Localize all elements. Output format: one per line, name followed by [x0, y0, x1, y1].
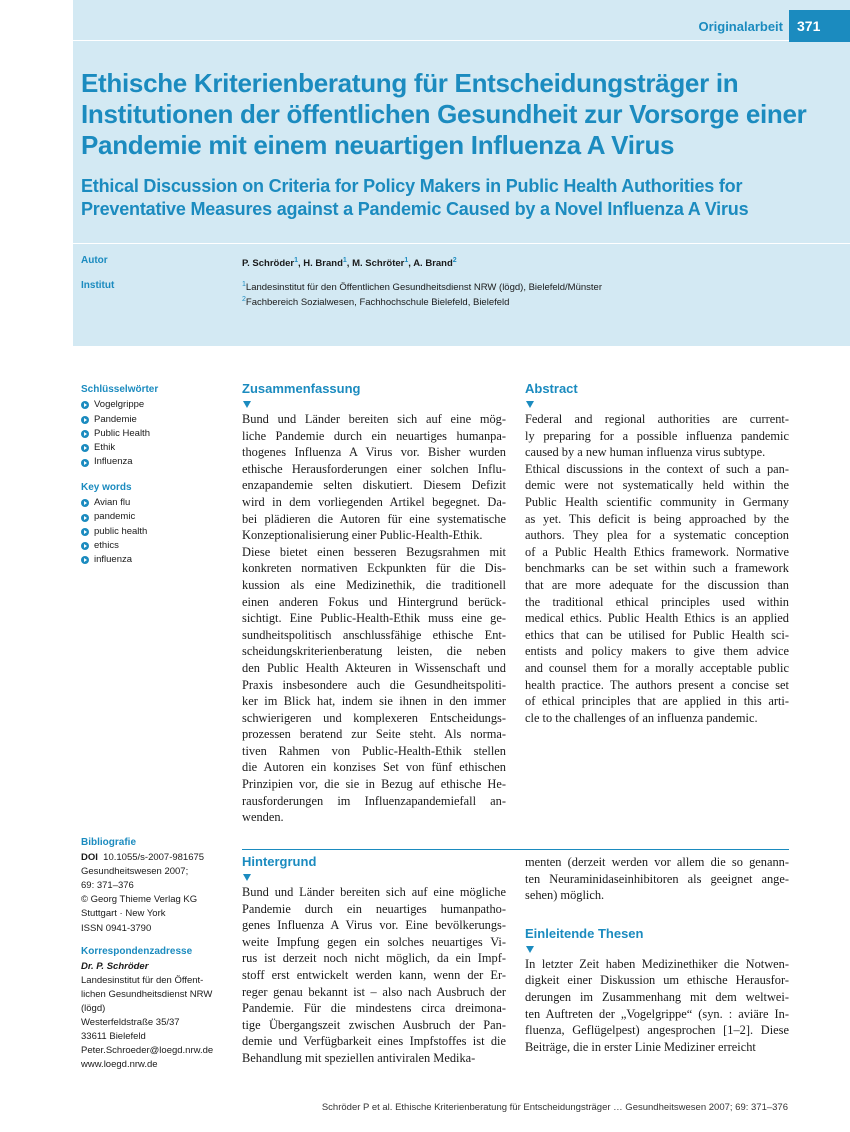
keyword-text: Pandemie — [94, 413, 137, 425]
text-line: ten Neuraminidaseinhibitoren als geeignet ange- — [525, 871, 789, 886]
text-line: liche Pandemie durch ein neuartiges humanpa- — [242, 428, 506, 443]
text-line: tige Übergangszeit zwischen Ausbruch der Pan- — [242, 1017, 506, 1032]
text-line: Federal and regional authorities are current- — [525, 412, 789, 426]
text-line: Public Health scientific community in Germany — [525, 494, 789, 509]
text-line: In letzter Zeit haben Medizinethiker die Notwen- — [525, 956, 789, 971]
section-arrow-icon — [243, 401, 251, 408]
text-line: medical ethics. Public Health Ethics is an applied — [525, 611, 789, 626]
text-line: ethics that can be utilised for Public Health sci- — [525, 627, 789, 642]
text-line: and counsel them for a morally acceptable public — [525, 660, 789, 675]
text-line: Ethical discussions in the context of such a pan- — [525, 461, 789, 476]
text-line: einen anderen Fokus und Hintergrund berück- — [242, 594, 506, 609]
correspondence-line: Westerfeldstraße 35/37 — [81, 1017, 180, 1029]
text-line: demic were not systematically held within the — [525, 478, 789, 493]
institute-list — [242, 279, 602, 309]
text-line: benchmarks can be set within such a framework — [525, 561, 789, 576]
keyword-item — [81, 525, 231, 539]
section-arrow-icon — [526, 946, 534, 953]
page-number: 371 — [789, 10, 850, 42]
bibliography-lines — [81, 865, 231, 935]
hintergrund-continued-text — [525, 854, 789, 904]
text-line: konkreten normativen Eckpunkten für die Dis- — [242, 561, 506, 576]
institute-marker: 1 — [242, 281, 246, 288]
text-line: ten Auftreten der „Vogelgrippe“ (syn. : aviäre In- — [525, 1006, 789, 1021]
institute-marker: 2 — [242, 296, 246, 304]
institute-line — [242, 294, 602, 309]
footer-citation: Schröder P et al. Ethische Kriterienberatung für Entscheidungsträger … Gesundheitswesen 2007; 69: 371–376 — [321, 1102, 788, 1113]
right-column-body — [525, 854, 789, 1055]
text-line: Konzeptionalisierung einer Public-Health-Ethik. — [242, 528, 483, 543]
text-line: demie und Verfügbarkeit eines Impfstoffes ist die — [242, 1034, 506, 1049]
author-label: Autor — [81, 255, 108, 266]
abstract-text — [525, 411, 789, 726]
text-line: ker im Blick hat, indem sie ihnen in den immer — [242, 694, 506, 709]
text-line: of ethical principles that are applied in this arti- — [525, 694, 789, 709]
affiliation-marker: 1 — [404, 257, 409, 264]
affiliation-marker: 1 — [342, 257, 347, 264]
bullet-arrow-icon — [81, 430, 89, 438]
bullet-arrow-icon — [81, 444, 89, 452]
bibliography-panel — [81, 836, 231, 1073]
bullet-arrow-icon — [81, 416, 89, 424]
text-line: Prinzipien vor, die sie in Bezug auf ethische He- — [242, 777, 506, 792]
abstract-heading: Abstract — [525, 381, 578, 396]
header-divider — [73, 40, 850, 41]
bibliography-line: 69: 371–376 — [81, 880, 134, 892]
text-line: sehen) möglich. — [525, 888, 605, 903]
text-line: wenden. — [242, 810, 284, 825]
section-label: Originalarbeit — [698, 19, 783, 34]
text-line: kussion als eine Medizinethik, die traditionell — [242, 577, 506, 592]
bullet-arrow-icon — [81, 499, 89, 507]
text-line: derungen im Zusammenhang mit dem weltwei- — [525, 989, 789, 1004]
bullet-arrow-icon — [81, 401, 89, 409]
keyword-item — [81, 496, 231, 510]
correspondence-name: Dr. P. Schröder — [81, 960, 149, 972]
text-line: sundheitspolitisch anschlussfähige ethische Ent- — [242, 627, 506, 642]
section-arrow-icon — [243, 874, 251, 881]
text-line: health practice. The authors present a concise set — [525, 677, 789, 692]
correspondence-line: www.loegd.nrw.de — [81, 1059, 158, 1071]
keyword-text: Ethik — [94, 442, 116, 454]
text-line: authors. They plea for a systematic conception — [525, 528, 789, 543]
institute-line — [242, 279, 602, 294]
abstract-section — [525, 381, 789, 726]
text-line: Bund und Länder bereiten sich auf eine mög- — [242, 412, 506, 426]
text-line: rausforderungen im Influenzapandemiefall an- — [242, 793, 506, 808]
institute-text: Landesinstitut für den Öffentlichen Gesundheitsdienst NRW (lögd), Bielefeld/Münster — [245, 282, 602, 294]
bibliography-line: Stuttgart · New York — [81, 908, 166, 920]
keyword-text: Vogelgrippe — [94, 399, 145, 411]
correspondence-line: 33611 Bielefeld — [81, 1031, 146, 1043]
institute-text: Fachbereich Sozialwesen, Fachhochschule Bielefeld, Bielefeld — [245, 297, 510, 309]
correspondence-line: Peter.Schroeder@loegd.nrw.de — [81, 1045, 214, 1057]
thesen-text — [525, 956, 789, 1056]
zusammenfassung-text — [242, 411, 506, 826]
text-line: den Public Health Akteuren in Wissenschaft und — [242, 660, 506, 675]
text-line: Behandlung mit speziellen antiviralen Medika- — [242, 1050, 476, 1065]
author-name: H. Brand — [303, 258, 343, 270]
text-line: sichtigt. Eine Public-Health-Ethik muss eine ge- — [242, 611, 506, 626]
correspondence-title: Korrespondenzadresse — [81, 945, 193, 957]
section-arrow-icon — [526, 401, 534, 408]
text-line: reger genau bekannt ist – also nach Ausbruch der — [242, 984, 506, 999]
keywords-german-list — [81, 398, 231, 469]
text-line: cle to the challenges of an influenza pandemic. — [525, 710, 758, 725]
keyword-text: influenza — [94, 554, 133, 566]
author-list: P. Schröder$^1$, H. Brand$^1$, M. Schröter$^1$, A. Brand$^2$ — [242, 257, 457, 270]
hintergrund-text — [242, 884, 506, 1067]
text-line: bei plädieren die Autoren für eine systematische — [242, 511, 506, 526]
author-name: A. Brand — [413, 258, 453, 270]
bullet-arrow-icon — [81, 542, 89, 550]
text-line: Bund und Länder bereiten sich auf eine mögliche — [242, 885, 506, 899]
zusammenfassung-section — [242, 381, 506, 826]
bullet-arrow-icon — [81, 556, 89, 564]
text-line: wird in dem vorliegenden Artikel begegnet. Da- — [242, 494, 506, 509]
keywords-english-list — [81, 496, 231, 567]
correspondence-line: Landesinstitut für den Öffent- — [81, 974, 204, 986]
article-title-german: Ethische Kriterienberatung für Entscheidungsträger in Institutionen der öffentlichen Gesundheit zur Vorsorge einer Pandemie mit einem neuartigen Influenza A Virus — [81, 68, 807, 160]
text-line: fluenza, Geflügelpest) angesprochen [1–2]. Diese — [525, 1023, 789, 1038]
keyword-text: ethics — [94, 539, 119, 551]
institute-label: Institut — [81, 280, 115, 291]
doi-value: 10.1055/s-2007-981675 — [103, 852, 205, 864]
text-line: caused by a new human influenza virus subtype. — [525, 445, 766, 460]
affiliation-marker: 2 — [452, 257, 457, 264]
keyword-text: Avian flu — [94, 497, 131, 509]
keywords-panel — [81, 383, 231, 568]
thesen-heading: Einleitende Thesen — [525, 925, 644, 941]
keyword-text: pandemic — [94, 511, 136, 523]
keyword-text: Influenza — [94, 456, 133, 468]
correspondence-line: (lögd) — [81, 1003, 106, 1015]
keyword-item — [81, 455, 231, 469]
text-line: digkeit einer Diskussion um ethische Herausfor- — [525, 973, 789, 988]
keywords-english-title: Key words — [81, 481, 132, 493]
bibliography-line: ISSN 0941-3790 — [81, 922, 152, 934]
keyword-text: Public Health — [94, 427, 150, 439]
bibliography-line: © Georg Thieme Verlag KG — [81, 894, 198, 906]
keyword-text: public health — [94, 525, 148, 537]
text-line: scheidungskriterienberatung leisten, die neben — [242, 644, 506, 659]
keyword-item — [81, 553, 231, 567]
text-line: as yet. This deficit is being approached by the — [525, 511, 789, 526]
affiliation-marker: 1 — [294, 257, 299, 264]
text-line: entists and policy makers to give them advice — [525, 644, 789, 659]
text-line: stoff erst entwickelt werden kann, wenn der Er- — [242, 967, 506, 982]
header-divider — [73, 243, 850, 244]
text-line: weite Impfung gegen ein solches neuartiges Vi- — [242, 934, 506, 949]
text-line: Pandemie. Für die mindestens circa dreimona- — [242, 1001, 506, 1016]
keyword-item — [81, 539, 231, 553]
text-line: schwierigeren und komplexeren Entscheidungs- — [242, 710, 506, 725]
hintergrund-section — [242, 854, 506, 1067]
text-line: that are more adequate for the discussion than — [525, 577, 789, 592]
bullet-arrow-icon — [81, 459, 89, 467]
keyword-item — [81, 510, 231, 524]
keyword-item — [81, 441, 231, 455]
correspondence-line: lichen Gesundheitsdienst NRW — [81, 988, 213, 1000]
keyword-item — [81, 427, 231, 441]
text-line: Praxis insbesondere auch die Gesundheitspoliti- — [242, 677, 506, 692]
bullet-arrow-icon — [81, 514, 89, 522]
text-line: menten (derzeit werden vor allem die so genann- — [525, 855, 789, 869]
text-line: the traditional ethical principles used within — [525, 594, 789, 609]
text-line: prozessen beratend zur Seite steht. Als norma- — [242, 727, 506, 742]
bibliography-line: Gesundheitswesen 2007; — [81, 866, 189, 878]
zusammenfassung-heading: Zusammenfassung — [242, 381, 361, 396]
text-line: rus ist derzeit noch nicht möglich, da ein Impf- — [242, 951, 506, 966]
bibliography-title: Bibliografie — [81, 837, 137, 848]
author-name: P. Schröder — [242, 258, 295, 270]
text-line: tiven Rahmen von Public-Health-Ethik stellen — [242, 743, 506, 758]
text-line: die Autoren ein konzises Set von fünf ethischen — [242, 760, 506, 775]
text-line: of a Public Health Ethics framework. Normative — [525, 544, 789, 559]
correspondence-lines — [81, 974, 231, 1073]
section-rule — [242, 849, 789, 850]
text-line: thogenes Influenza A Virus vor. Bisher wurden — [242, 445, 506, 460]
bullet-arrow-icon — [81, 528, 89, 536]
text-line: Diese bietet einen besseren Bezugsrahmen mit — [242, 544, 506, 559]
text-line: enzapandemie selten diskutiert. Diesem Defizit — [242, 478, 506, 493]
doi-label: DOI — [81, 852, 98, 864]
author-name: M. Schröter — [352, 258, 405, 270]
text-line: ly preparing for a possible influenza pandemic — [525, 428, 789, 443]
hintergrund-heading: Hintergrund — [242, 854, 317, 869]
text-line: ethische Herausforderungen einer solchen Influ- — [242, 461, 506, 476]
doi-line — [81, 851, 231, 865]
keyword-item — [81, 413, 231, 427]
text-line: Beiträge, die in erster Linie Mediziner erreicht — [525, 1039, 756, 1054]
text-line: Pandemie durch ein neuartiges humanpatho- — [242, 901, 506, 916]
keyword-item — [81, 398, 231, 412]
text-line: genes Influenza A Virus vor. Eine bevölkerungs- — [242, 918, 506, 933]
keywords-german-title: Schlüsselwörter — [81, 384, 159, 395]
article-title-english: Ethical Discussion on Criteria for Policy Makers in Public Health Authorities for Preventative Measures against a Pandemic Caused by a Novel Influenza A Virus — [81, 176, 749, 219]
